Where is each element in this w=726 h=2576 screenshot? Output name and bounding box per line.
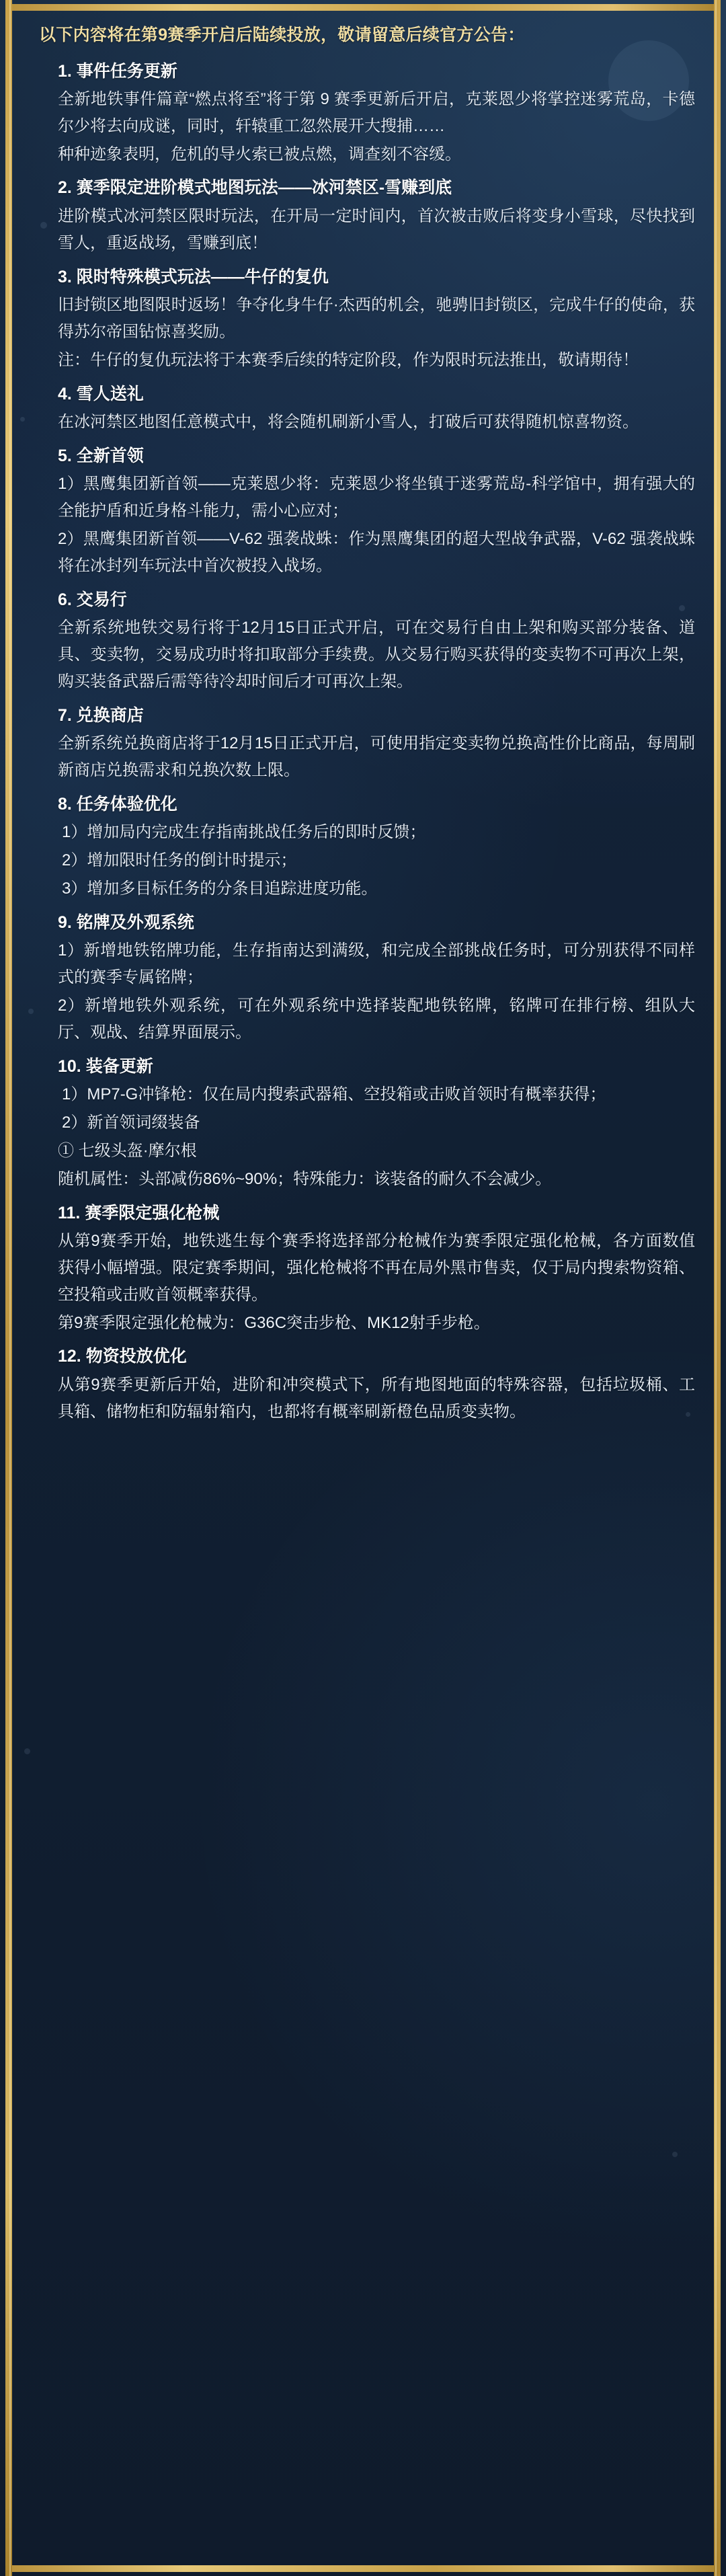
- background-bokeh: [24, 1748, 30, 1754]
- section-paragraph: 随机属性：头部减伤86%~90%；特殊能力：该装备的耐久不会减少。: [58, 1169, 552, 1188]
- section-paragraph: 2）新首领词缀装备: [62, 1114, 200, 1132]
- section-title: 6. 交易行: [58, 590, 127, 609]
- section-paragraph: 2）新增地铁外观系统，可在外观系统中选择装配地铁铭牌，铭牌可在排行榜、组队大厅、观战、结算界面展示。: [58, 997, 695, 1042]
- section-paragraph: 种种迹象表明，危机的导火索已被点燃，调查刻不容缓。: [58, 145, 461, 163]
- section-paragraph: 从第9赛季更新后开始，进阶和冲突模式下，所有地图地面的特殊容器，包括垃圾桶、工具箱、储物柜和防辐射箱内，也都将有概率刷新橙色品质变卖物。: [58, 1375, 695, 1421]
- section-new-bosses: [39, 442, 695, 580]
- section-title: 2. 赛季限定进阶模式地图玩法——冰河禁区-雪赚到底: [58, 178, 452, 198]
- section-nameplate-appearance: [39, 909, 695, 1046]
- section-title: 12. 物资投放优化: [58, 1347, 187, 1366]
- announcement-intro: 以下内容将在第9赛季开启后陆续投放，敬请留意后续官方公告：: [39, 26, 525, 44]
- section-snowman-gift: [39, 381, 695, 436]
- decorative-border-bottom: [5, 2565, 721, 2572]
- section-season-enhanced-guns: [39, 1200, 695, 1337]
- section-title: 4. 雪人送礼: [58, 384, 144, 403]
- section-title: 11. 赛季限定强化枪械: [58, 1203, 220, 1222]
- section-title: 5. 全新首领: [58, 446, 144, 465]
- section-paragraph: 全新系统地铁交易行将于12月15日正式开启，可在交易行自由上架和购买部分装备、道具、变卖物，交易成功时将扣取部分手续费。从交易行购买获得的变卖物不可再次上架，购买装备武器后需等待冷却时间后才可再次上架。: [58, 619, 695, 691]
- section-paragraph: 1）增加局内完成生存指南挑战任务后的即时反馈；: [62, 823, 426, 842]
- section-limited-special-mode: [39, 264, 695, 374]
- section-paragraph: ① 七级头盔·摩尔根: [58, 1141, 197, 1160]
- section-title: 10. 装备更新: [58, 1056, 153, 1076]
- section-paragraph: 1）黑鹰集团新首领——克莱恩少将：克莱恩少将坐镇于迷雾荒岛-科学馆中，拥有强大的全能护盾和近身格斗能力，需小心应对；: [58, 475, 695, 520]
- section-paragraph: 进阶模式冰河禁区限时玩法，在开局一定时间内，首次被击败后将变身小雪球，尽快找到雪人，重返战场，雪赚到底！: [58, 206, 695, 252]
- section-paragraph: 旧封锁区地图限时返场！争夺化身牛仔·杰西的机会，驰骋旧封锁区，完成牛仔的使命，获得苏尔帝国钻惊喜奖励。: [58, 296, 695, 341]
- section-paragraph: 2）黑鹰集团新首领——V-62 强袭战蛛：作为黑鹰集团的超大型战争武器，V-62 强袭战蛛将在冰封列车玩法中首次被投入战场。: [58, 530, 695, 575]
- section-paragraph: 全新地铁事件篇章“燃点将至”将于第 9 赛季更新后开启，克莱恩少将掌控迷雾荒岛，卡德尔少将去向成谜，同时，轩辕重工忽然展开大搜捕……: [58, 90, 695, 135]
- section-note: 注：牛仔的复仇玩法将于本赛季后续的特定阶段，作为限时玩法推出，敬请期待！: [58, 350, 639, 369]
- section-paragraph: 2）增加限时任务的倒计时提示；: [62, 851, 297, 870]
- section-paragraph: 第9赛季限定强化枪械为：G36C突击步枪、MK12射手步枪。: [58, 1313, 490, 1332]
- section-title: 7. 兑换商店: [58, 705, 144, 725]
- section-title: 8. 任务体验优化: [58, 794, 177, 814]
- section-paragraph: 3）增加多目标任务的分条目追踪进度功能。: [62, 880, 378, 898]
- background-bokeh: [672, 2152, 678, 2157]
- section-paragraph: 从第9赛季开始，地铁逃生每个赛季将选择部分枪械作为赛季限定强化枪械，各方面数值获得小幅增强。限定赛季期间，强化枪械将不再在局外黑市售卖，仅于局内搜索物资箱、空投箱或击败首领概率获得。: [58, 1232, 695, 1304]
- section-supply-drop-optimization: [39, 1343, 695, 1425]
- section-trading-house: [39, 586, 695, 695]
- section-exchange-shop: [39, 702, 695, 784]
- section-title: 3. 限时特殊模式玩法——牛仔的复仇: [58, 267, 329, 286]
- section-paragraph: 在冰河禁区地图任意模式中，将会随机刷新小雪人，打破后可获得随机惊喜物资。: [58, 413, 639, 432]
- section-equipment-update: [39, 1053, 695, 1193]
- section-task-experience-optimization: [39, 791, 695, 902]
- section-season-map-mode: [39, 174, 695, 256]
- section-title: 1. 事件任务更新: [58, 61, 177, 81]
- section-paragraph: 全新系统兑换商店将于12月15日正式开启，可使用指定变卖物兑换高性价比商品，每周刷新商店兑换需求和兑换次数上限。: [58, 734, 695, 780]
- section-paragraph: 1）MP7-G冲锋枪：仅在局内搜索武器箱、空投箱或击败首领时有概率获得；: [62, 1085, 606, 1104]
- section-title: 9. 铭牌及外观系统: [58, 912, 194, 932]
- section-event-task-update: [39, 58, 695, 168]
- section-paragraph: 1）新增地铁铭牌功能，生存指南达到满级，和完成全部挑战任务时，可分别获得不同样式的赛季专属铭牌；: [58, 941, 695, 987]
